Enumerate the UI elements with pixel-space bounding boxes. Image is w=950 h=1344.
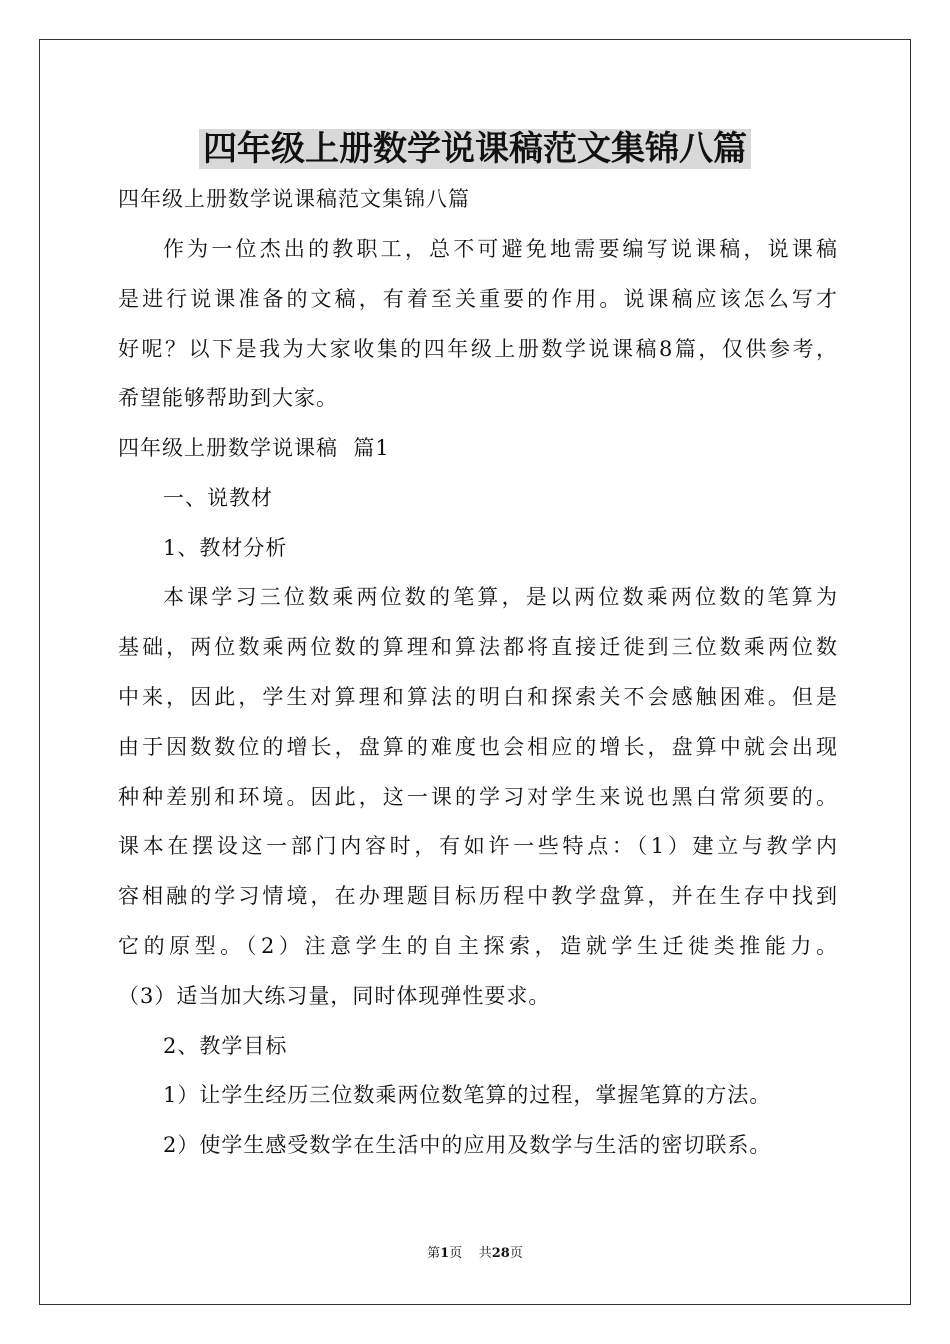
analysis-line: 它的原型。（2）注意学生的自主探索，造就学生迁徙类推能力。 [118, 934, 838, 958]
footer-suffix: 页 [509, 1246, 523, 1261]
intro-line: 作为一位杰出的教职工，总不可避免地需要编写说课稿，说课稿 [163, 237, 838, 261]
footer-total-pages: 28 [491, 1246, 510, 1261]
document-subtitle: 四年级上册数学说课稿范文集锦八篇 [118, 187, 470, 211]
goal-item: 1）让学生经历三位数乘两位数笔算的过程，掌握笔算的方法。 [163, 1083, 772, 1107]
section-heading: 四年级上册数学说课稿 篇1 [118, 436, 390, 460]
analysis-line: 种种差别和环境。因此，这一课的学习对学生来说也黑白常须要的。 [118, 785, 838, 809]
analysis-line: 基础，两位数乘两位数的算理和算法都将直接迁徙到三位数乘两位数 [118, 635, 838, 659]
sub1-heading: 1、教材分析 [163, 536, 288, 560]
document-title [0, 124, 950, 174]
footer-prefix: 第 [427, 1246, 441, 1261]
intro-line: 好呢？以下是我为大家收集的四年级上册数学说课稿8篇，仅供参考， [118, 337, 838, 361]
analysis-line: （3）适当加大练习量，同时体现弹性要求。 [118, 984, 551, 1008]
footer-page-number: 1 [440, 1246, 450, 1261]
analysis-line: 容相融的学习情境，在办理题目标历程中教学盘算，并在生存中找到 [118, 884, 838, 908]
goal-item: 2）使学生感受数学在生活中的应用及数学与生活的密切联系。 [163, 1133, 772, 1157]
analysis-line: 课本在摆设这一部门内容时，有如许一些特点：（1）建立与教学内 [118, 834, 838, 858]
document-title-text: 四年级上册数学说课稿范文集锦八篇 [199, 129, 751, 169]
intro-line: 希望能够帮助到大家。 [118, 386, 338, 410]
page-border [39, 39, 911, 1305]
sub2-heading: 2、教学目标 [163, 1034, 288, 1058]
analysis-line: 本课学习三位数乘两位数的笔算，是以两位数乘两位数的笔算为 [163, 585, 838, 609]
page-footer [0, 1245, 950, 1263]
analysis-line: 由于因数数位的增长，盘算的难度也会相应的增长，盘算中就会出现 [118, 735, 838, 759]
intro-line: 是进行说课准备的文稿，有着至关重要的作用。说课稿应该怎么写才 [118, 287, 838, 311]
part1-heading: 一、说教材 [163, 486, 273, 510]
analysis-line: 中来，因此，学生对算理和算法的明白和探索关不会感触困难。但是 [118, 685, 838, 709]
footer-mid: 页 共 [449, 1246, 492, 1261]
